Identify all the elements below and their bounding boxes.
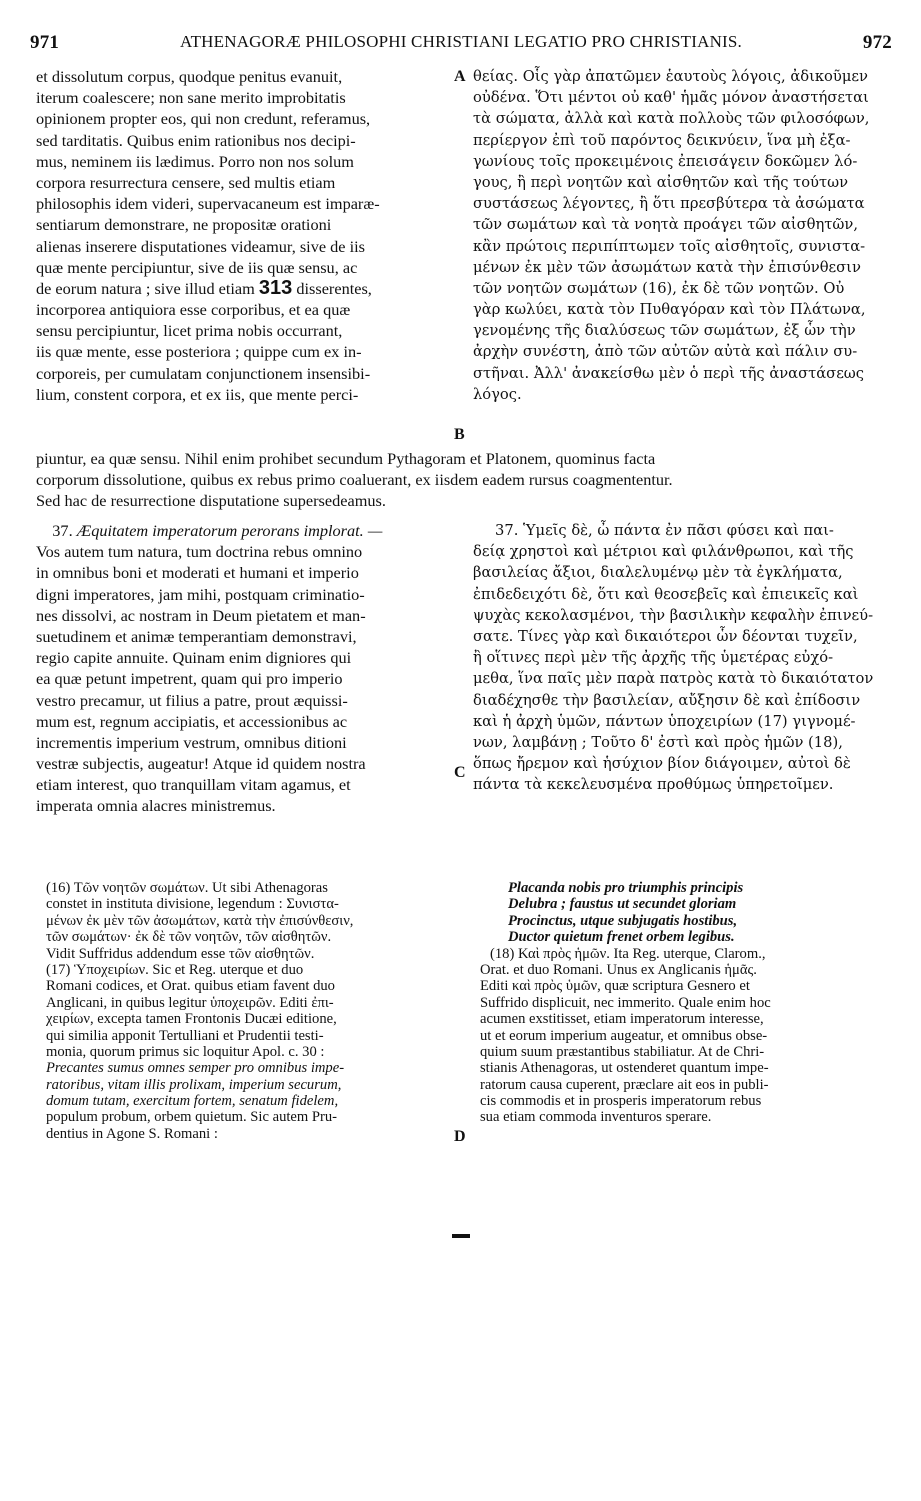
verse-line: Placanda nobis pro triumphis principis — [508, 880, 744, 896]
text-line: philosophis idem videri, supervacaneum est imparæ- — [36, 194, 380, 214]
footnote-line: populum probum, orbem quietum. Sic autem Pru- — [46, 1109, 338, 1126]
text-line: incorporea antiquiora esse corporibus, et ea quæ — [36, 300, 351, 320]
footnote-line: acumen exstitisset, etiam imperatorum interesse, — [480, 1011, 764, 1028]
text-line: piuntur, ea quæ sensu. Nihil enim prohibet secundum Pythagoram et Platonem, quominus facta — [36, 449, 656, 468]
footnote-line: quium suum præstantibus stabiliatur. At de Chri- — [480, 1043, 765, 1060]
latin-column-top — [36, 66, 446, 405]
footnote-line: τῶν σωμάτων· ἐκ δὲ τῶν νοητῶν, τῶν αἰσθητῶν. — [46, 929, 332, 946]
page-number-left: 971 — [30, 32, 60, 53]
footnotes-right — [480, 880, 900, 1126]
footnote-line: sua etiam commoda inventuros sperare. — [480, 1109, 712, 1126]
text-line: Sed hac de resurrectione disputatione supersedeamus. — [36, 491, 386, 511]
footnote-line: χειρίων, excepta tamen Frontonis Ducæi editione, — [46, 1011, 337, 1028]
text-line: etiam interest, quo tranquillam vitam agamus, et — [36, 775, 351, 795]
footnote-line: qui similia apponit Tertulliani et Prudentii testi- — [46, 1027, 324, 1044]
section-heading — [36, 520, 446, 541]
text-line: sed tarditatis. Quibus enim rationibus nos decipi- — [36, 130, 356, 150]
text-line: γενομένης τῆς διαλύσεως τῶν σωμάτων, ἐξ ὧν τὴν — [473, 322, 856, 340]
footnote-line: ratoribus, vitam illis prolixam, imperium securum, — [46, 1076, 342, 1093]
text-line: sensu percipiuntur, licet prima nobis occurrant, — [36, 321, 343, 341]
section-number: 37. — [52, 521, 73, 540]
text-line: incrementis imperium vestrum, omnibus ditioni — [36, 732, 347, 752]
text-line: θείας. Οἷς γὰρ ἀπατῶμεν ἑαυτοὺς λόγοις, ἀδικοῦμεν — [473, 68, 868, 85]
text-line: γους, ἢ περὶ νοητῶν καὶ αἰσθητῶν καὶ τῆς τούτων — [473, 173, 849, 191]
text-line: nes dissolvi, ac nostram in Deum pietatem et man- — [36, 605, 366, 625]
margin-marker-c: C — [454, 764, 466, 781]
footnote-line: ratorum causa cuperent, præclare ait eos in publi- — [480, 1076, 769, 1093]
text-line: digni imperatores, jam mihi, postquam criminatio- — [36, 584, 365, 604]
text-line: corpora resurrectura censere, sed multis etiam — [36, 172, 336, 192]
text-line: imperata omnia alacres ministremus. — [36, 796, 276, 816]
footnote-line: (18) Καὶ πρὸς ἡμῶν. Ita Reg. uterque, Clarom., — [490, 945, 766, 962]
footnote-line: (16) Τῶν νοητῶν σωμάτων. Ut sibi Athenagoras — [46, 880, 328, 896]
text-line: lium, constent corpora, et ex iis, que mente perci- — [36, 384, 359, 404]
text-line: τῶν σωμάτων καὶ τὰ νοητὰ προάγει τῶν αἰσθητῶν, — [473, 216, 858, 234]
text-line: οὐδένα. Ὅτι μέντοι οὐ καθ' ἡμᾶς μόνον ἀναστήσεται — [473, 89, 869, 107]
text-line: περίεργον ἐπὶ τοῦ παρόντος δεικνύειν, ἵνα μὴ ἐξα- — [473, 131, 851, 149]
footnote-line: monia, quorum primus sic loquitur Apol. c. 30 : — [46, 1043, 325, 1060]
text-line: vestræ subjectis, augeatur! Atque id quidem nostra — [36, 754, 366, 774]
text-line: ἐπιδεδειχότι δὲ, ὅτι καὶ θεοσεβεῖς καὶ ἐπιεικεῖς καὶ — [473, 585, 859, 603]
text-line: λόγος. — [473, 385, 522, 403]
footnote-line: (17) Ὑποχειρίων. Sic et Reg. uterque et duo — [46, 961, 304, 978]
page-header — [30, 32, 892, 56]
greek-column-top — [473, 66, 893, 405]
page-end-rule — [452, 1234, 470, 1238]
text-line: κἂν πρώτοις περιπίπτωμεν τοῖς αἰσθητοῖς, συνιστα- — [473, 237, 866, 255]
text-segment: de eorum natura ; sive illud etiam — [36, 278, 255, 298]
footnote-line: domum tutam, exercitum fortem, senatum fidelem, — [46, 1093, 339, 1110]
text-line: suetudinem et animæ temperantiam demonstravi, — [36, 626, 357, 646]
footnote-line: ut et eorum imperium augeatur, et omnibus obse- — [480, 1027, 768, 1044]
text-line: καὶ ἡ ἀρχὴ ὑμῶν, πάντων ὑποχειρίων (17) γιγνομέ- — [473, 712, 856, 730]
text-line: γωνίους τοῖς προκειμένοις ἐπεισάγειν δοκῶμεν λό- — [473, 152, 858, 170]
verse-line: Ductor quietum frenet orbem legibus. — [508, 929, 735, 946]
text-line: τὰ σώματα, ἀλλὰ καὶ κατὰ πολλοὺς τῶν φιλοσόφων, — [473, 110, 870, 128]
footnote-line: dentius in Agone S. Romani : — [46, 1125, 218, 1142]
text-line: opinionem propter eos, qui non credunt, referamus, — [36, 109, 371, 129]
text-line: Vos autem tum natura, tum doctrina rebus omnino — [36, 542, 363, 562]
text-line: συστάσεως λέγοντες, ἢ ὅτι πρεσβύτερα τὰ ἀσώματα — [473, 195, 865, 213]
text-line — [36, 278, 446, 299]
text-line: στῆναι. Ἀλλ' ἀνακείσθω μὲν ὁ περὶ τῆς ἀναστάσεως — [473, 364, 865, 382]
text-line: πάντα τὰ κεκελευσμένα προθύμως ὑπηρετοῖμεν. — [473, 776, 834, 794]
section-title: Æquitatem imperatorum perorans implorat. — — [76, 521, 383, 540]
text-line: μένων ἐκ μὲν τῶν ἀσωμάτων κατὰ τὴν ἐπισύνθεσιν — [473, 258, 861, 276]
text-line: ψυχὰς κεκολασμένοι, τὴν βασιλικὴν κεφαλὴν ἐπινεύ- — [473, 606, 874, 624]
text-line: μεθα, ἵνα παῖς μὲν παρὰ πατρὸς κατὰ τὸ δικαιότατον — [473, 670, 874, 688]
latin-column-bottom — [36, 520, 446, 817]
text-line: γὰρ κωλύει, κατὰ τὸν Πυθαγόραν καὶ τὸν Πλάτωνα, — [473, 301, 866, 319]
footnotes-left — [46, 880, 446, 1142]
footnote-line: Suffrido displicuit, nec immerito. Quale enim hoc — [480, 994, 771, 1011]
footnote-line: Editi καὶ πρὸς ὑμῶν, quæ scriptura Gesnero et — [480, 978, 750, 995]
footnote-line: cis commodis et in prosperis imperatorum rebus — [480, 1093, 762, 1110]
text-line: ἢ οἵτινες περὶ μὲν τῆς ἀρχῆς τῆς ὑμετέρας εὐχό- — [473, 649, 834, 667]
text-line: iis quæ mente, esse posteriora ; quippe cum ex in- — [36, 342, 362, 362]
text-line: ὅπως ἤρεμον καὶ ἡσύχιον βίον διάγοιμεν, αὐτοὶ δὲ — [473, 755, 851, 773]
text-line: νων, λαμβάνῃ ; Τοῦτο δ' ἐστὶ καὶ πρὸς ἡμῶν (18), — [473, 733, 843, 751]
running-title: ATHENAGORÆ PHILOSOPHI CHRISTIANI LEGATIO PRO CHRISTIANIS. — [179, 32, 743, 51]
margin-marker-b: B — [454, 426, 465, 443]
text-line: mum est, regnum accipiatis, et accessionibus ac — [36, 711, 348, 731]
footnote-line: constet in instituta divisione, legendum : Συνιστα- — [46, 896, 339, 913]
text-line: corporeis, per cumulatam conjunctionem insensibi- — [36, 363, 371, 383]
text-line: vestro precamur, ut filius a patre, prout æquissi- — [36, 690, 348, 710]
page-number-right: 972 — [862, 32, 892, 53]
verse-line: Delubra ; faustus ut secundet gloriam — [508, 896, 737, 913]
full-width-text — [36, 448, 893, 512]
text-line: σατε. Τίνες γὰρ καὶ δικαιότεροι ὧν δέονται τυχεῖν, — [473, 627, 858, 645]
text-line: alienas inserere disputationes videamur, sive de iis — [36, 236, 365, 256]
inline-page-number: 313 — [258, 276, 293, 299]
footnote-line: stianis Athenagoras, ut ostenderet quantum impe- — [480, 1060, 769, 1077]
margin-marker-a: A — [454, 68, 466, 85]
footnote-line: Precantes sumus omnes semper pro omnibus impe- — [46, 1060, 345, 1077]
greek-column-bottom — [473, 520, 893, 795]
text-line: τῶν νοητῶν σωμάτων (16), ἐκ δὲ τῶν νοητῶν. Οὐ — [473, 279, 845, 297]
footnote-line: Romani codices, et Orat. quibus etiam favent duo — [46, 978, 335, 995]
text-line: quæ mente percipiuntur, sive de iis quæ sensu, ac — [36, 257, 358, 277]
text-line: διαδέχησθε τὴν βασιλείαν, αὔξησιν δὲ καὶ ἐπίδοσιν — [473, 691, 861, 709]
text-line: corporum dissolutione, quibus ex rebus primo coaluerant, ex iisdem eadem rursus coagmententur. — [36, 470, 673, 490]
text-line: βασιλείας ἄξιοι, διαλελυμένῳ μὲν τὰ ἐγκλήματα, — [473, 564, 843, 582]
text-line: in omnibus boni et moderati et humani et imperio — [36, 563, 359, 583]
text-line: et dissolutum corpus, quodque penitus evanuit, — [36, 67, 343, 86]
text-line: sentiarum demonstrare, ne propositæ orationi — [36, 215, 332, 235]
verse-line: Procinctus, utque subjugatis hostibus, — [508, 912, 738, 929]
footnote-line: μένων ἐκ μὲν τῶν ἀσωμάτων, κατὰ τὴν ἐπισύνθεσιν, — [46, 912, 354, 929]
text-line: 37. Ὑμεῖς δὲ, ὦ πάντα ἐν πᾶσι φύσει καὶ παι- — [495, 522, 834, 539]
text-line: ἀρχὴν συνέστη, ἀπὸ τῶν αὐτῶν αὐτὰ καὶ πάλιν συ- — [473, 343, 858, 361]
margin-marker-d: D — [454, 1128, 466, 1145]
text-line: δείᾳ χρηστοὶ καὶ μέτριοι καὶ φιλάνθρωποι, καὶ τῆς — [473, 543, 854, 561]
footnote-line: Anglicani, in quibus legitur ὑποχειρῶν. Editi ἐπι- — [46, 994, 334, 1011]
text-line: iterum coalescere; non sane merito improbitatis — [36, 88, 346, 108]
text-segment: disserentes, — [296, 278, 372, 298]
footnote-line: Vidit Suffridus addendum esse τῶν αἰσθητῶν. — [46, 945, 315, 962]
footnote-line: Orat. et duo Romani. Unus ex Anglicanis ἡμᾶς. — [480, 961, 757, 978]
text-line: ea quæ petunt impetrent, quam qui pro imperio — [36, 669, 343, 689]
text-line: mus, neminem iis lædimus. Porro non nos solum — [36, 151, 354, 171]
text-line: regio capite annuite. Quinam enim digniores qui — [36, 648, 352, 668]
